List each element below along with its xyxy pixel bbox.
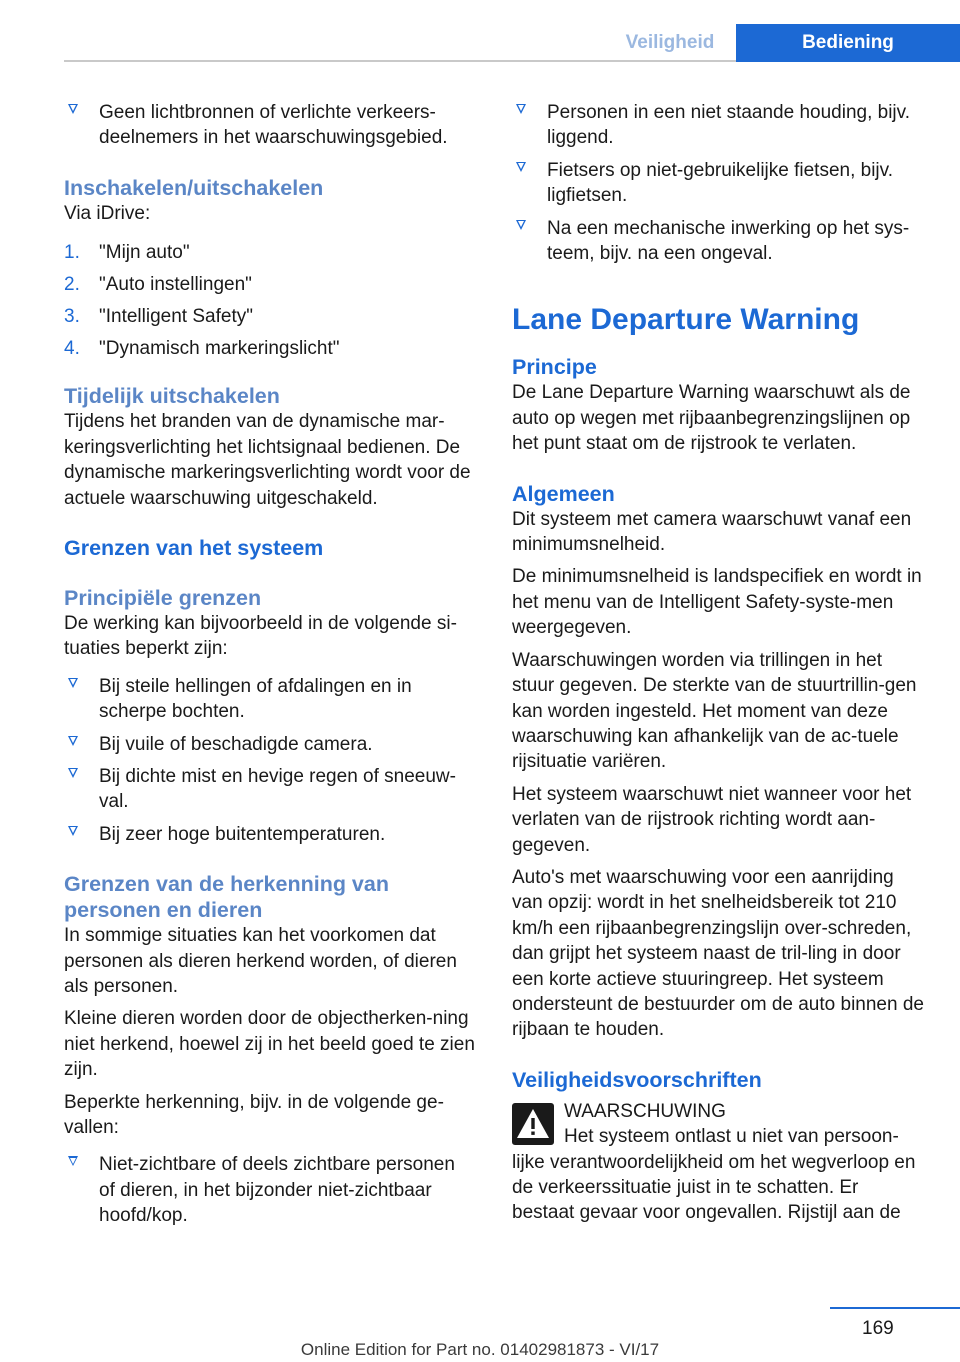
paragraph-algemeen-3: Waarschuwingen worden via trillingen in het stuur gegeven. De sterkte van de stuurtrillin‐gen kan worden ingesteld. Het moment van deze waarschuwing kan afhankelijk van de ac‐tuele rijsituatie variëren. xyxy=(512,649,917,773)
tab-veiligheid[interactable]: Veiligheid xyxy=(625,32,715,53)
bullet-triangle-icon xyxy=(516,162,526,172)
bullet-triangle-icon xyxy=(68,736,78,746)
heading-veiligheidsvoorschriften: Veiligheidsvoorschriften xyxy=(512,1067,762,1092)
heading-grenzen: Grenzen van het systeem xyxy=(64,535,324,560)
bullet-item: Personen in een niet staande houding, bijv. liggend. xyxy=(512,100,924,151)
bullet-triangle-icon xyxy=(68,1156,78,1166)
paragraph-algemeen-2: De minimumsnelheid is landspecifiek en wordt in het menu van de Intelligent Safety-syste‐men weergegeven. xyxy=(512,566,922,639)
edition-footer: Online Edition for Part no. 01402981873 - VI/17 xyxy=(300,1340,660,1359)
paragraph-algemeen-1: Dit systeem met camera waarschuwt vanaf een minimumsnelheid. xyxy=(512,508,912,556)
tab-bediening[interactable]: Bediening xyxy=(736,24,960,62)
bullet-item: Bij dichte mist en hevige regen of sneeuw‐val. xyxy=(64,764,476,815)
heading-principe: Principe xyxy=(512,355,597,380)
heading-principieel: Principiële grenzen xyxy=(64,585,262,610)
paragraph-via: Via iDrive: xyxy=(64,202,151,224)
heading-tijdelijk: Tijdelijk uitschakelen xyxy=(64,384,280,409)
paragraph-herkenning-3: Beperkte herkenning, bijv. in de volgende ge‐vallen: xyxy=(64,1091,444,1139)
bullet-triangle-icon xyxy=(516,104,526,114)
warning-icon xyxy=(512,1103,554,1145)
bullet-triangle-icon xyxy=(68,826,78,836)
warning-text: lijke verantwoordelijkheid om het wegverloop en de verkeerssituatie juist in te schatten. Er bestaat gevaar voor ongevallen. Rijstijl aan de xyxy=(512,1151,916,1224)
right-column xyxy=(512,100,924,1233)
bullet-item: Bij steile hellingen of afdalingen en in scherpe bochten. xyxy=(64,674,476,725)
step-item: 2. "Auto instellingen" xyxy=(64,274,252,296)
warning-title: WAARSCHUWING xyxy=(564,1100,726,1122)
left-column xyxy=(64,100,476,1236)
bullet-item: Bij vuile of beschadigde camera. xyxy=(64,732,476,757)
paragraph-herkenning-2: Kleine dieren worden door de objectherken‐ning niet herkend, hoewel zij in het beeld goed te zien zijn. xyxy=(64,1008,475,1081)
bullet-item: Na een mechanische inwerking op het sys‐teem, bijv. na een ongeval. xyxy=(512,216,924,267)
step-item: 1. "Mijn auto" xyxy=(64,242,190,264)
bullet-item: Geen lichtbronnen of verlichte verkeers‐deelnemers in het waarschuwingsgebied. xyxy=(64,100,476,151)
heading-lane-departure-warning: Lane Departure Warning xyxy=(512,303,860,337)
bullet-triangle-icon xyxy=(68,678,78,688)
paragraph-principe: De Lane Departure Warning waarschuwt als de auto op wegen met rijbaanbegrenzingslijnen op het punt staat om de rijstrook te verlaten. xyxy=(512,382,911,455)
paragraph-algemeen-5: Auto's met waarschuwing voor een aanrijding van opzij: wordt in het snelheidsbereik tot 210 km/h een rijbaanbegrenzingslijn over‐schreden, dan grijpt het systeem naast de tril‐ling in door een korte actieve stuuringreep. Het systeem ondersteunt de bestuurder om de auto binnen de rijbaan te houden. xyxy=(512,866,924,1041)
paragraph-algemeen-4: Het systeem waarschuwt niet wanneer voor het verlaten van de rijstrook richting wordt aan‐gegeven. xyxy=(512,783,912,856)
warning-text-first-line: Het systeem ontlast u niet van persoon‐ xyxy=(564,1126,899,1148)
heading-algemeen: Algemeen xyxy=(512,481,615,506)
warning-block xyxy=(512,1099,924,1226)
bullet-item: Niet-zichtbare of deels zichtbare personen of dieren, in het bijzonder niet-zichtbaar hoofd/kop. xyxy=(64,1152,476,1228)
bullet-triangle-icon xyxy=(68,768,78,778)
paragraph-herkenning-1: In sommige situaties kan het voorkomen dat personen als dieren herkend worden, of dieren als personen. xyxy=(64,925,457,998)
step-item: 4. "Dynamisch markeringslicht" xyxy=(64,337,340,359)
footer-rule xyxy=(830,1307,960,1309)
paragraph-tijdelijk: Tijdens het branden van de dynamische mar‐keringsverlichting het lichtsignaal bedienen. De dynamische markeringsverlichting wordt voor de actuele waarschuwing uitgeschakeld. xyxy=(64,411,471,509)
heading-herkenning: Grenzen van de herkenning van personen en dieren xyxy=(64,872,389,923)
bullet-triangle-icon xyxy=(516,220,526,230)
step-item: 3. "Intelligent Safety" xyxy=(64,306,253,328)
bullet-triangle-icon xyxy=(68,104,78,114)
bullet-item: Bij zeer hoge buitentemperaturen. xyxy=(64,822,476,847)
page-number: 169 xyxy=(862,1318,894,1339)
paragraph-principieel: De werking kan bijvoorbeeld in de volgende si‐tuaties beperkt zijn: xyxy=(64,612,457,660)
bullet-item: Fietsers op niet-gebruikelijke fietsen, bijv. ligfietsen. xyxy=(512,158,924,209)
heading-inschakelen: Inschakelen/uitschakelen xyxy=(64,175,324,200)
